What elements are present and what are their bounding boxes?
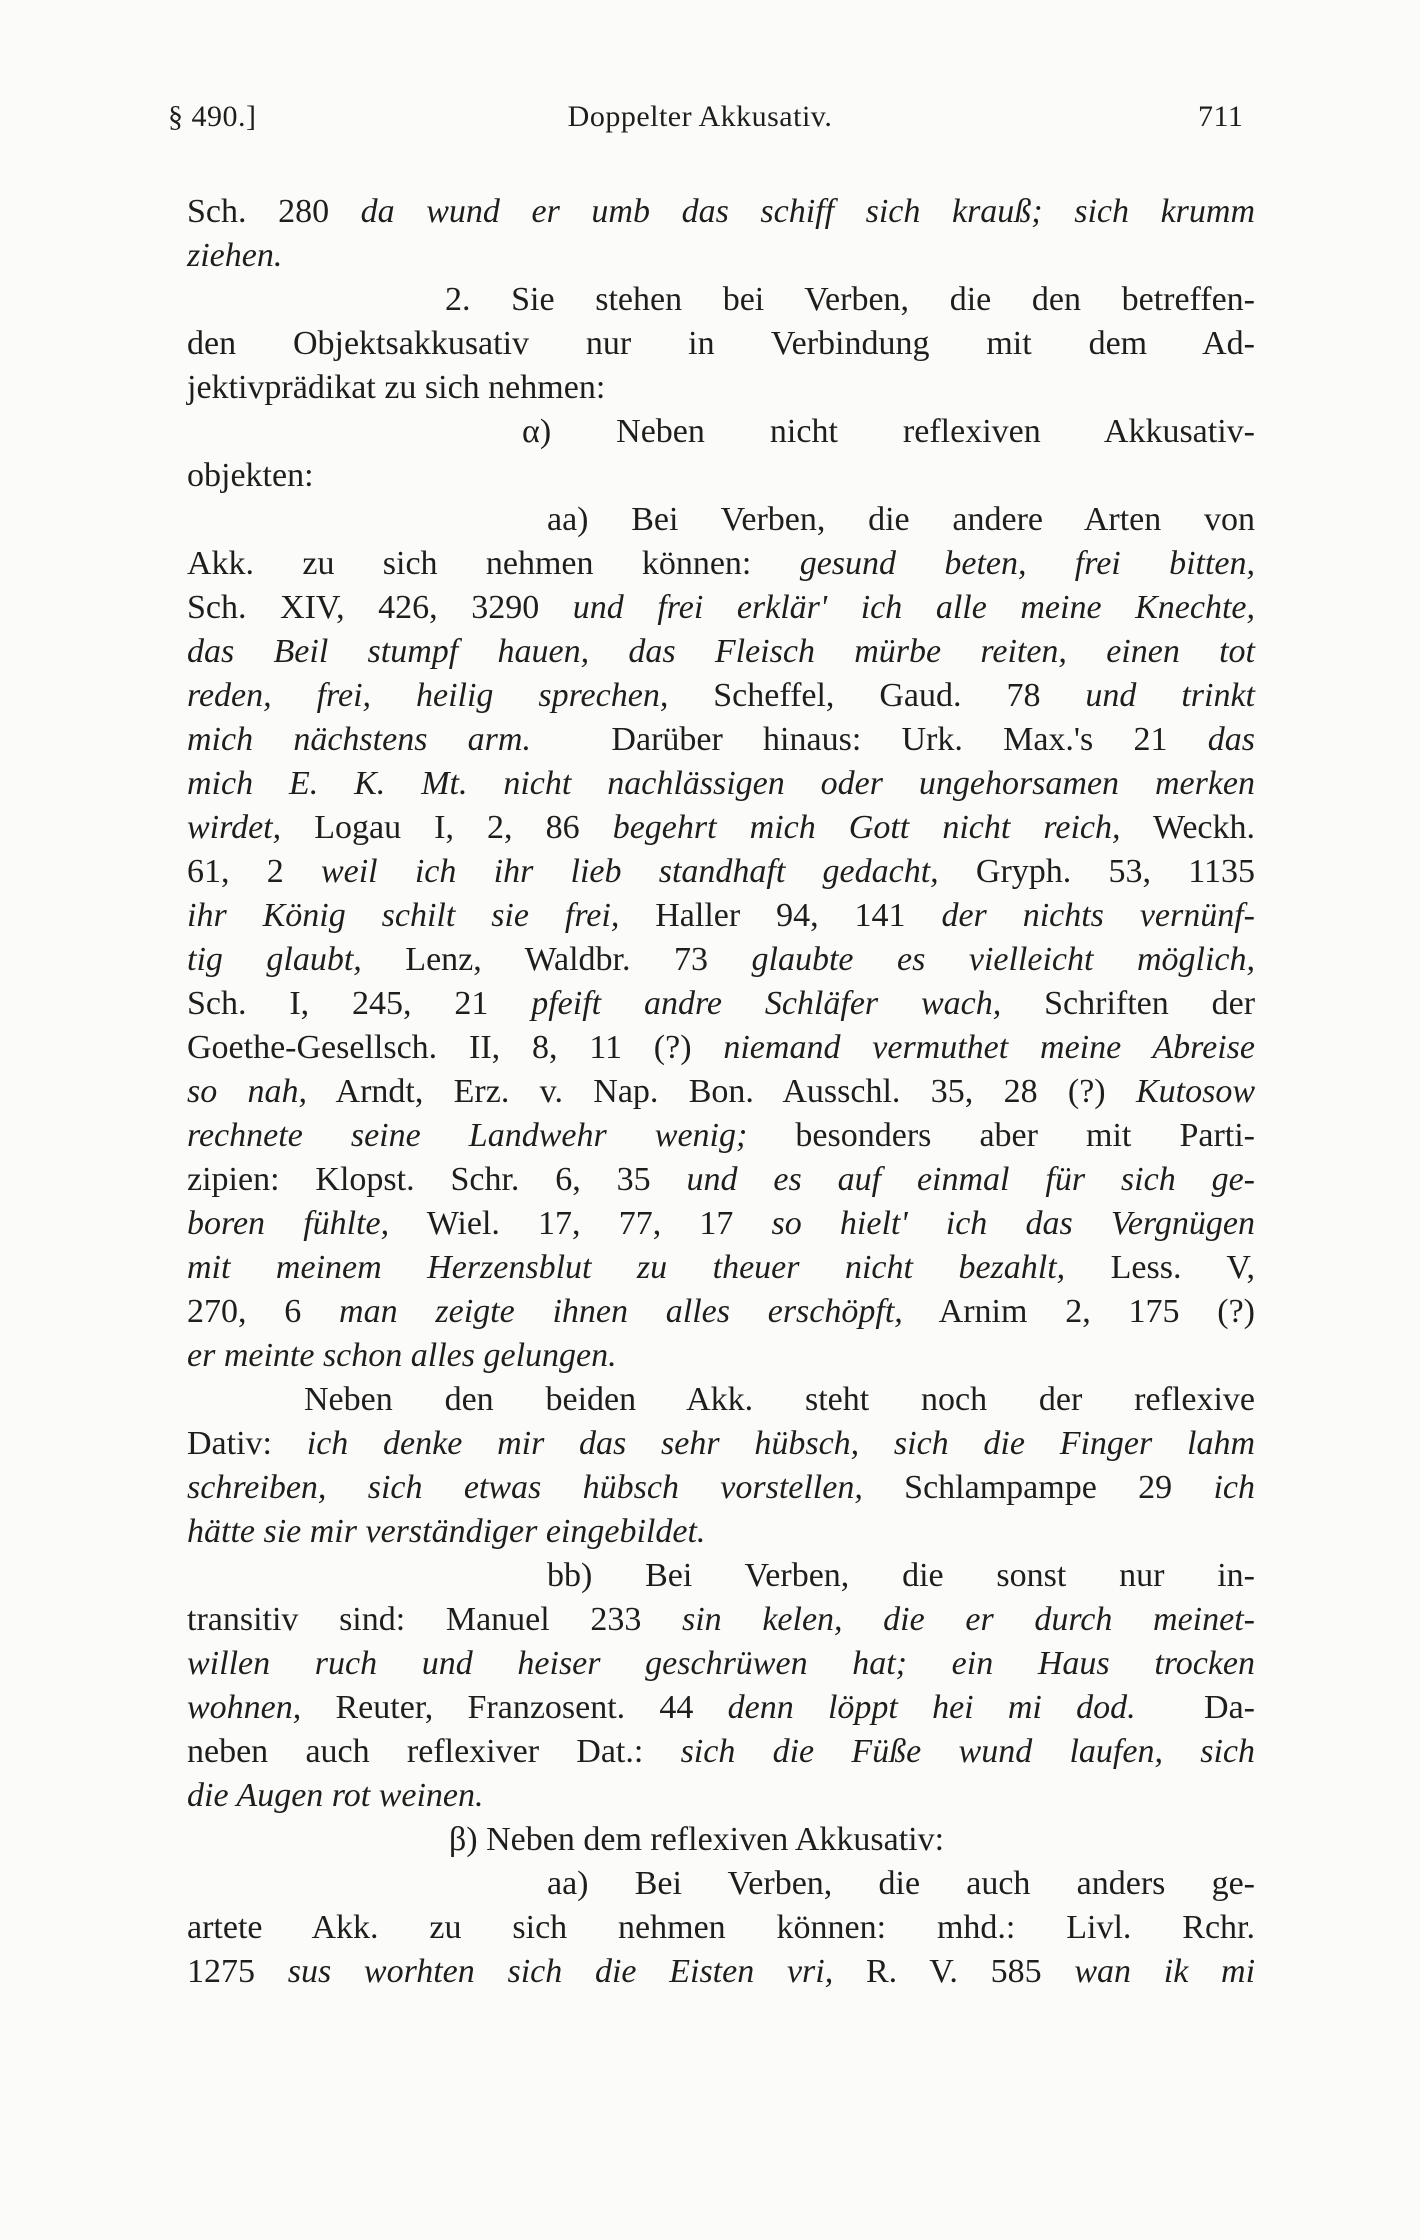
roman-text: α) Neben nicht reflexiven Akkusativ- bbox=[522, 413, 1255, 450]
roman-text: aa) Bei Verben, die auch anders ge- bbox=[547, 1865, 1255, 1902]
body-text bbox=[187, 190, 1255, 1994]
roman-text: Sch. 280 bbox=[187, 193, 361, 230]
text-line bbox=[187, 1862, 1255, 1906]
text-line bbox=[187, 938, 1255, 982]
italic-quotation: Kutosow bbox=[1135, 1073, 1256, 1110]
italic-quotation: sin kelen, die er durch meinet- bbox=[682, 1601, 1255, 1638]
page-number: 711 bbox=[1198, 100, 1244, 133]
italic-quotation: er meinte schon alles gelungen. bbox=[187, 1337, 617, 1374]
text-line bbox=[187, 1202, 1255, 1246]
roman-text: transitiv sind: Manuel 233 bbox=[187, 1601, 682, 1638]
roman-text: zipien: Klopst. Schr. 6, 35 bbox=[187, 1161, 687, 1198]
roman-text: jektivprädikat zu sich nehmen: bbox=[187, 369, 606, 406]
italic-quotation: sich die Füße wund laufen, sich bbox=[680, 1733, 1255, 1770]
text-line bbox=[187, 982, 1255, 1026]
text-line bbox=[187, 674, 1255, 718]
roman-text: Less. V, bbox=[1065, 1249, 1255, 1286]
text-line bbox=[187, 1466, 1255, 1510]
text-line bbox=[187, 1070, 1255, 1114]
italic-quotation: reden, frei, heilig sprechen, bbox=[187, 677, 669, 714]
running-title-text: Doppelter Akkusativ. bbox=[567, 100, 833, 133]
roman-text: Lenz, Waldbr. 73 bbox=[361, 941, 752, 978]
text-line bbox=[187, 1598, 1255, 1642]
text-line bbox=[187, 1158, 1255, 1202]
text-line bbox=[187, 1730, 1255, 1774]
roman-text: R. V. 585 bbox=[833, 1953, 1075, 1990]
text-line bbox=[187, 850, 1255, 894]
section-number: § 490.] bbox=[168, 100, 257, 133]
roman-text: 61, 2 bbox=[187, 853, 321, 890]
roman-text: β) Neben dem reflexiven Akkusativ: bbox=[449, 1821, 945, 1858]
text-line bbox=[187, 1818, 1255, 1862]
text-line bbox=[187, 762, 1255, 806]
text-line bbox=[187, 718, 1255, 762]
italic-quotation: das bbox=[1207, 721, 1256, 758]
italic-quotation: weil ich ihr lieb standhaft gedacht, bbox=[320, 853, 939, 890]
text-line bbox=[187, 630, 1255, 674]
text-line bbox=[187, 1906, 1255, 1950]
text-line bbox=[187, 894, 1255, 938]
italic-quotation: ein Haus trocken bbox=[951, 1645, 1256, 1682]
text-line bbox=[187, 1334, 1255, 1378]
italic-quotation: tig glaubt, bbox=[187, 941, 362, 978]
text-line bbox=[187, 322, 1255, 366]
italic-quotation: und trinkt bbox=[1085, 677, 1255, 714]
text-line bbox=[187, 498, 1255, 542]
italic-quotation: ich denke mir das sehr hübsch, sich die Finger lahm bbox=[306, 1425, 1256, 1462]
italic-quotation: ihr König schilt sie frei, bbox=[187, 897, 620, 934]
italic-quotation: denn löppt hei mi dod. bbox=[727, 1689, 1136, 1726]
text-line bbox=[187, 1290, 1255, 1334]
text-line bbox=[187, 278, 1255, 322]
italic-quotation: hätte sie mir verständiger eingebildet. bbox=[187, 1513, 706, 1550]
text-line bbox=[187, 586, 1255, 630]
roman-text: besonders aber mit Parti- bbox=[747, 1117, 1255, 1154]
roman-text: Arndt, Erz. v. Nap. Bon. Ausschl. 35, 28 (?) bbox=[307, 1073, 1136, 1110]
roman-text: bb) Bei Verben, die sonst nur in- bbox=[547, 1557, 1255, 1594]
text-line bbox=[187, 454, 1255, 498]
italic-quotation: wirdet, bbox=[187, 809, 282, 846]
italic-quotation: da wund er umb das schiff sich krauß; sich krumm bbox=[360, 193, 1255, 230]
italic-quotation: das Beil stumpf hauen, das Fleisch mürbe reiten, einen tot bbox=[187, 633, 1255, 670]
roman-text: Wiel. 17, 77, 17 bbox=[389, 1205, 772, 1242]
italic-quotation: glaubte es vielleicht möglich, bbox=[751, 941, 1255, 978]
italic-quotation: willen ruch und heiser geschrüwen hat; bbox=[187, 1645, 952, 1682]
text-line bbox=[187, 234, 1255, 278]
roman-text: Weckh. bbox=[1120, 809, 1255, 846]
italic-quotation: und frei erklär' ich alle meine Knechte, bbox=[572, 589, 1255, 626]
roman-text: 1275 bbox=[187, 1953, 288, 1990]
roman-text: aa) Bei Verben, die andere Arten von bbox=[547, 501, 1255, 538]
text-line bbox=[187, 806, 1255, 850]
text-line bbox=[187, 542, 1255, 586]
roman-text: den Objektsakkusativ nur in Verbindung mit dem Ad- bbox=[187, 325, 1255, 362]
roman-text: neben auch reflexiver Dat.: bbox=[187, 1733, 681, 1770]
text-line bbox=[187, 410, 1255, 454]
roman-text: Darüber hinaus: Urk. Max.'s 21 bbox=[530, 721, 1208, 758]
italic-quotation: begehrt mich Gott nicht reich, bbox=[612, 809, 1121, 846]
italic-quotation: mich E. K. Mt. nicht nachlässigen oder ungehorsamen merken bbox=[187, 765, 1255, 802]
italic-quotation: und es auf einmal für sich ge- bbox=[686, 1161, 1255, 1198]
italic-quotation: ich bbox=[1213, 1469, 1255, 1506]
roman-text: Schriften der bbox=[1001, 985, 1256, 1022]
italic-quotation: niemand vermuthet meine Abreise bbox=[723, 1029, 1255, 1066]
text-line bbox=[187, 1950, 1255, 1994]
roman-text: Neben den beiden Akk. steht noch der reflexive bbox=[304, 1381, 1255, 1418]
text-line bbox=[187, 1114, 1255, 1158]
roman-text: Schlampampe 29 bbox=[862, 1469, 1214, 1506]
text-line bbox=[187, 1246, 1255, 1290]
italic-quotation: der nichts vernünf- bbox=[941, 897, 1255, 934]
italic-quotation: mich nächstens arm. bbox=[187, 721, 531, 758]
roman-text: Scheffel, Gaud. 78 bbox=[668, 677, 1086, 714]
italic-quotation: gesund beten, frei bitten, bbox=[799, 545, 1256, 582]
text-line bbox=[187, 1026, 1255, 1070]
italic-quotation: man zeigte ihnen alles erschöpft, bbox=[339, 1293, 903, 1330]
italic-quotation: so nah, bbox=[187, 1073, 308, 1110]
roman-text: Sch. XIV, 426, 3290 bbox=[187, 589, 573, 626]
text-line bbox=[187, 1510, 1255, 1554]
italic-quotation: die Augen rot weinen. bbox=[187, 1777, 484, 1814]
roman-text: Arnim 2, 175 (?) bbox=[902, 1293, 1255, 1330]
text-line bbox=[187, 1774, 1255, 1818]
roman-text: Goethe-Gesellsch. II, 8, 11 (?) bbox=[187, 1029, 724, 1066]
italic-quotation: boren fühlte, bbox=[187, 1205, 390, 1242]
roman-text: Reuter, Franzosent. 44 bbox=[301, 1689, 728, 1726]
roman-text: Haller 94, 141 bbox=[619, 897, 942, 934]
text-line bbox=[187, 190, 1255, 234]
roman-text: 2. Sie stehen bei Verben, die den betreffen- bbox=[445, 281, 1255, 318]
text-line bbox=[187, 1642, 1255, 1686]
roman-text: Sch. I, 245, 21 bbox=[187, 985, 532, 1022]
roman-text: Akk. zu sich nehmen können: bbox=[187, 545, 800, 582]
italic-quotation: wohnen, bbox=[187, 1689, 302, 1726]
italic-quotation: sus worhten sich die Eisten vri, bbox=[287, 1953, 834, 1990]
italic-quotation: ziehen. bbox=[187, 237, 283, 274]
roman-text: Gryph. 53, 1135 bbox=[938, 853, 1255, 890]
italic-quotation: mit meinem Herzensblut zu theuer nicht bezahlt, bbox=[187, 1249, 1066, 1286]
italic-quotation: schreiben, sich etwas hübsch vorstellen, bbox=[187, 1469, 863, 1506]
roman-text: Da- bbox=[1135, 1689, 1255, 1726]
text-line bbox=[187, 366, 1255, 410]
italic-quotation: rechnete seine Landwehr wenig; bbox=[187, 1117, 748, 1154]
text-line bbox=[187, 1554, 1255, 1598]
italic-quotation: so hielt' ich das Vergnügen bbox=[771, 1205, 1255, 1242]
roman-text: Dativ: bbox=[187, 1425, 307, 1462]
roman-text: 270, 6 bbox=[187, 1293, 340, 1330]
italic-quotation: pfeift andre Schläfer wach, bbox=[531, 985, 1002, 1022]
text-line bbox=[187, 1378, 1255, 1422]
text-line bbox=[187, 1422, 1255, 1466]
text-line bbox=[187, 1686, 1255, 1730]
roman-text: objekten: bbox=[187, 457, 314, 494]
italic-quotation: wan ik mi bbox=[1074, 1953, 1256, 1990]
roman-text: Logau I, 2, 86 bbox=[281, 809, 613, 846]
roman-text: artete Akk. zu sich nehmen können: mhd.: Livl. Rchr. bbox=[187, 1909, 1255, 1946]
